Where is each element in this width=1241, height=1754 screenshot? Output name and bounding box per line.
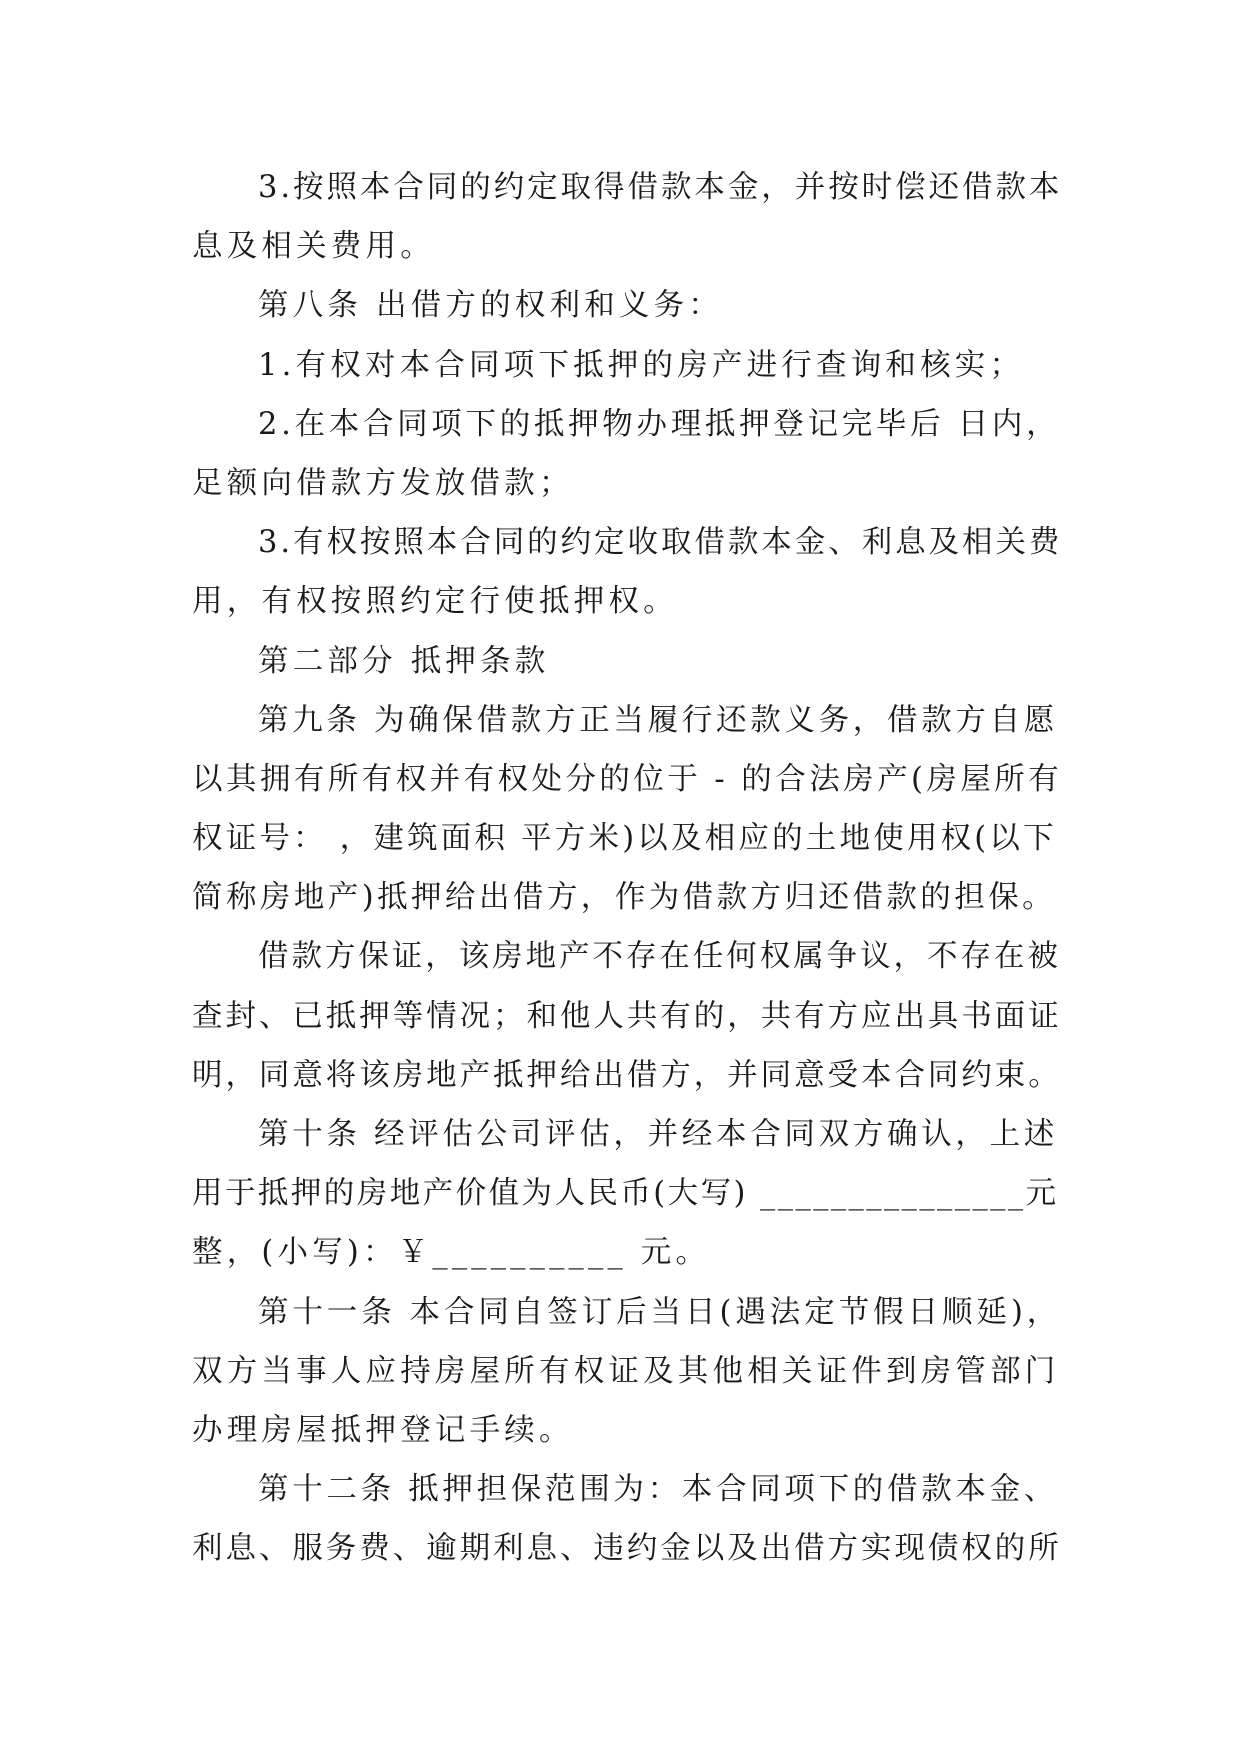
text-line: 息及相关费用。: [192, 229, 435, 265]
text-line: 第十二条 抵押担保范围为：本合同项下的借款本金、: [258, 1472, 1058, 1508]
text-line: 第八条 出借方的权利和义务：: [258, 288, 723, 324]
text-line: 明，同意将该房地产抵押给出借方，并同意受本合同约束。: [192, 1057, 1062, 1093]
text-line: 用，有权按照约定行使抵押权。: [192, 584, 678, 620]
text-line: 利息、服务费、逾期利息、违约金以及出借方实现债权的所: [192, 1531, 1062, 1567]
text-line: 第十一条 本合同自签订后当日(遇法定节假日顺延)，: [258, 1294, 1062, 1330]
text-line: 用于抵押的房地产价值为人民币(大写) _______________元: [192, 1176, 1059, 1212]
text-line: 2.在本合同项下的抵押物办理抵押登记完毕后 日内，: [258, 406, 1061, 442]
text-line: 以其拥有所有权并有权处分的位于 - 的合法房产(房屋所有: [192, 761, 1063, 797]
text-line: 整，(小写)：￥__________ 元。: [192, 1235, 711, 1271]
text-line: 借款方保证，该房地产不存在任何权属争议，不存在被: [258, 939, 1061, 975]
text-line: 简称房地产)抵押给出借方，作为借款方归还借款的担保。: [192, 880, 1057, 916]
text-line: 第二部分 抵押条款: [258, 643, 550, 679]
text-line: 权证号： ，建筑面积 平方米)以及相应的土地使用权(以下: [192, 821, 1057, 857]
text-line: 第十条 经评估公司评估，并经本合同双方确认，上述: [258, 1117, 1058, 1152]
text-line: 双方当事人应持房屋所有权证及其他相关证件到房管部门: [192, 1353, 1060, 1389]
text-line: 足额向借款方发放借款；: [192, 465, 574, 501]
text-line: 3.有权按照本合同的约定收取借款本金、利息及相关费: [258, 525, 1063, 561]
text-line: 3.按照本合同的约定取得借款本金，并按时偿还借款本: [258, 170, 1063, 205]
text-line: 第九条 为确保借款方正当履行还款义务，借款方自愿: [258, 702, 1058, 738]
document-body: [192, 158, 1062, 1579]
text-line: 1.有权对本合同项下抵押的房产进行查询和核实；: [258, 347, 1025, 383]
text-line: 查封、已抵押等情况；和他人共有的，共有方应出具书面证: [192, 998, 1062, 1034]
text-line: 办理房屋抵押登记手续。: [192, 1412, 574, 1448]
